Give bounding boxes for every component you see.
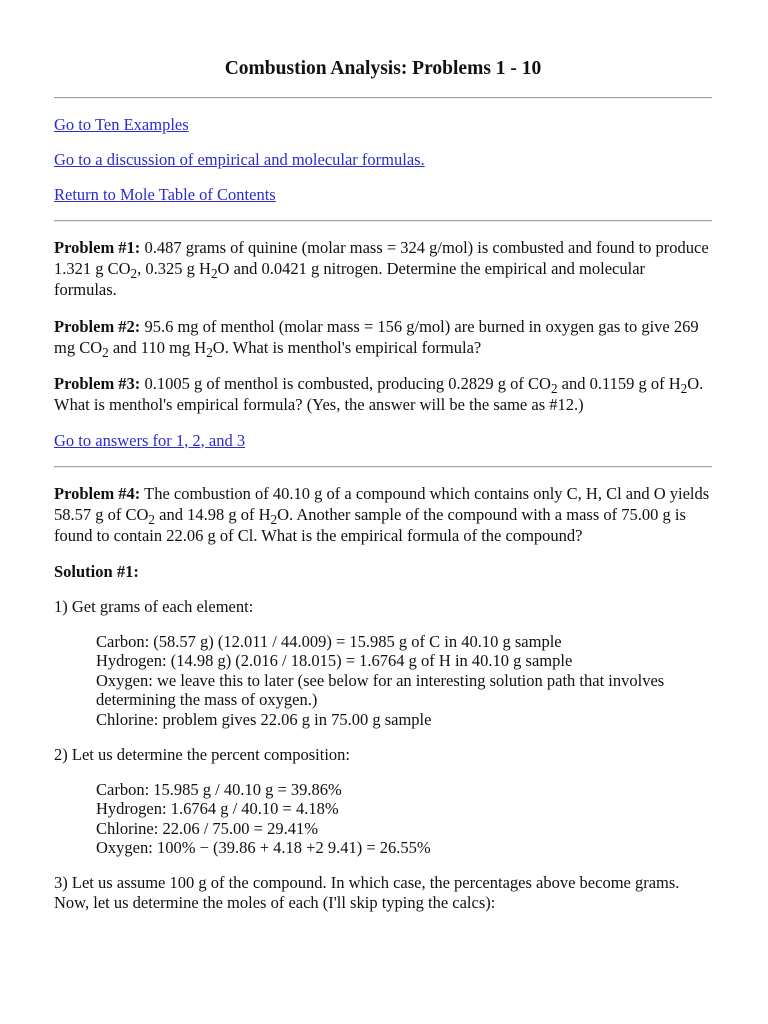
problem-text: The combustion of 40.10 g of a compound which contains only C, H, Cl and O yields [140, 484, 710, 503]
page-title: Combustion Analysis: Problems 1 - 10 [224, 58, 542, 79]
problem-label: Problem #1: [54, 238, 141, 257]
subscript: 2 [102, 344, 109, 360]
element-masses [54, 632, 712, 730]
ten-examples-link[interactable]: Go to Ten Examples [54, 114, 189, 134]
problem-text: 0.487 grams of quinine (molar mass = 324 g/mol) is combusted and found to produce [140, 238, 709, 257]
problem-label: Problem #3: [54, 374, 141, 393]
problem-text: 1.321 g CO [54, 259, 131, 278]
problem-text: and 14.98 g of H [155, 505, 271, 524]
percent-composition [54, 780, 712, 858]
problem-4 [54, 483, 712, 546]
answers-row [54, 431, 712, 451]
problem-text: and 0.1159 g of H [557, 374, 681, 393]
problem-text: 0.1005 g of menthol is combusted, producing 0.2829 g of CO [140, 374, 551, 393]
nav-row-mole-toc [54, 185, 712, 205]
calc-line-carbon: Carbon: (58.57 g) (12.011 / 44.009) = 15.985 g of C in 40.10 g sample [96, 631, 562, 651]
problem-text: , 0.325 g H [137, 259, 211, 278]
percent-line-carbon: Carbon: 15.985 g / 40.10 g = 39.86% [96, 779, 342, 799]
solution-heading [54, 562, 712, 582]
problem-text: O. What is menthol's empirical formula? [212, 337, 482, 357]
subscript: 2 [210, 265, 218, 281]
problem-1 [54, 237, 712, 300]
problem-text: What is menthol's empirical formula? (Yes, the answer will be the same as #12.) [54, 395, 584, 414]
problem-text: and 110 mg H [108, 337, 207, 357]
calc-line-hydrogen: Hydrogen: (14.98 g) (2.016 / 18.015) = 1.6764 g of H in 40.10 g sample [96, 651, 573, 670]
nav-row-empirical-formulas [54, 150, 712, 170]
calc-line-oxygen: Oxygen: we leave this to later (see below for an interesting solution path that involves [96, 670, 665, 690]
nav-row-ten-examples [54, 115, 712, 135]
calc-line-oxygen-cont: determining the mass of oxygen.) [96, 690, 318, 709]
percent-line-chlorine: Chlorine: 22.06 / 75.00 = 29.41% [96, 818, 318, 838]
mole-toc-link[interactable]: Return to Mole Table of Contents [54, 184, 276, 204]
subscript: 2 [270, 511, 278, 527]
problem-text: O. Another sample of the compound with a mass of 75.00 g is [277, 505, 686, 524]
step-2-heading: 2) Let us determine the percent composition: [54, 744, 350, 764]
percent-line-hydrogen: Hydrogen: 1.6764 g / 40.10 = 4.18% [96, 799, 339, 818]
subscript: 2 [148, 511, 156, 527]
problem-text: mg CO [54, 337, 103, 357]
solution-label: Solution #1: [54, 561, 139, 581]
problem-text: O and 0.0421 g nitrogen. Determine the empirical and molecular [217, 259, 646, 278]
empirical-formulas-link[interactable]: Go to a discussion of empirical and molecular formulas. [54, 149, 425, 169]
subscript: 2 [130, 265, 138, 281]
problem-2 [54, 316, 712, 358]
problem-text: 95.6 mg of menthol (molar mass = 156 g/mol) are burned in oxygen gas to give 269 [140, 316, 699, 336]
step-3-text [54, 873, 712, 912]
subscript: 2 [550, 380, 558, 396]
document [54, 57, 712, 928]
horizontal-rule [54, 466, 712, 468]
answers-link[interactable]: Go to answers for 1, 2, and 3 [54, 430, 246, 450]
problem-label: Problem #2: [54, 316, 141, 336]
problem-3 [54, 373, 712, 415]
percent-line-oxygen: Oxygen: 100% − (39.86 + 4.18 +2 9.41) = 26.55% [96, 838, 431, 857]
problem-text: 58.57 g of CO [54, 505, 149, 524]
problem-label: Problem #4: [54, 484, 141, 503]
horizontal-rule [54, 97, 712, 99]
horizontal-rule [54, 220, 712, 222]
subscript: 2 [680, 380, 688, 396]
subscript: 2 [206, 344, 213, 360]
problem-text: formulas. [54, 280, 117, 299]
problem-text: found to contain 22.06 g of Cl. What is the empirical formula of the compound? [54, 526, 583, 545]
step-3-line: 3) Let us assume 100 g of the compound. In which case, the percentages above become grams. [54, 873, 680, 892]
problem-text: O. [687, 374, 704, 393]
step-3-line: Now, let us determine the moles of each (I'll skip typing the calcs): [54, 892, 496, 912]
calc-line-chlorine: Chlorine: problem gives 22.06 g in 75.00 g sample [96, 709, 432, 729]
step-1-heading: 1) Get grams of each element: [54, 596, 254, 616]
